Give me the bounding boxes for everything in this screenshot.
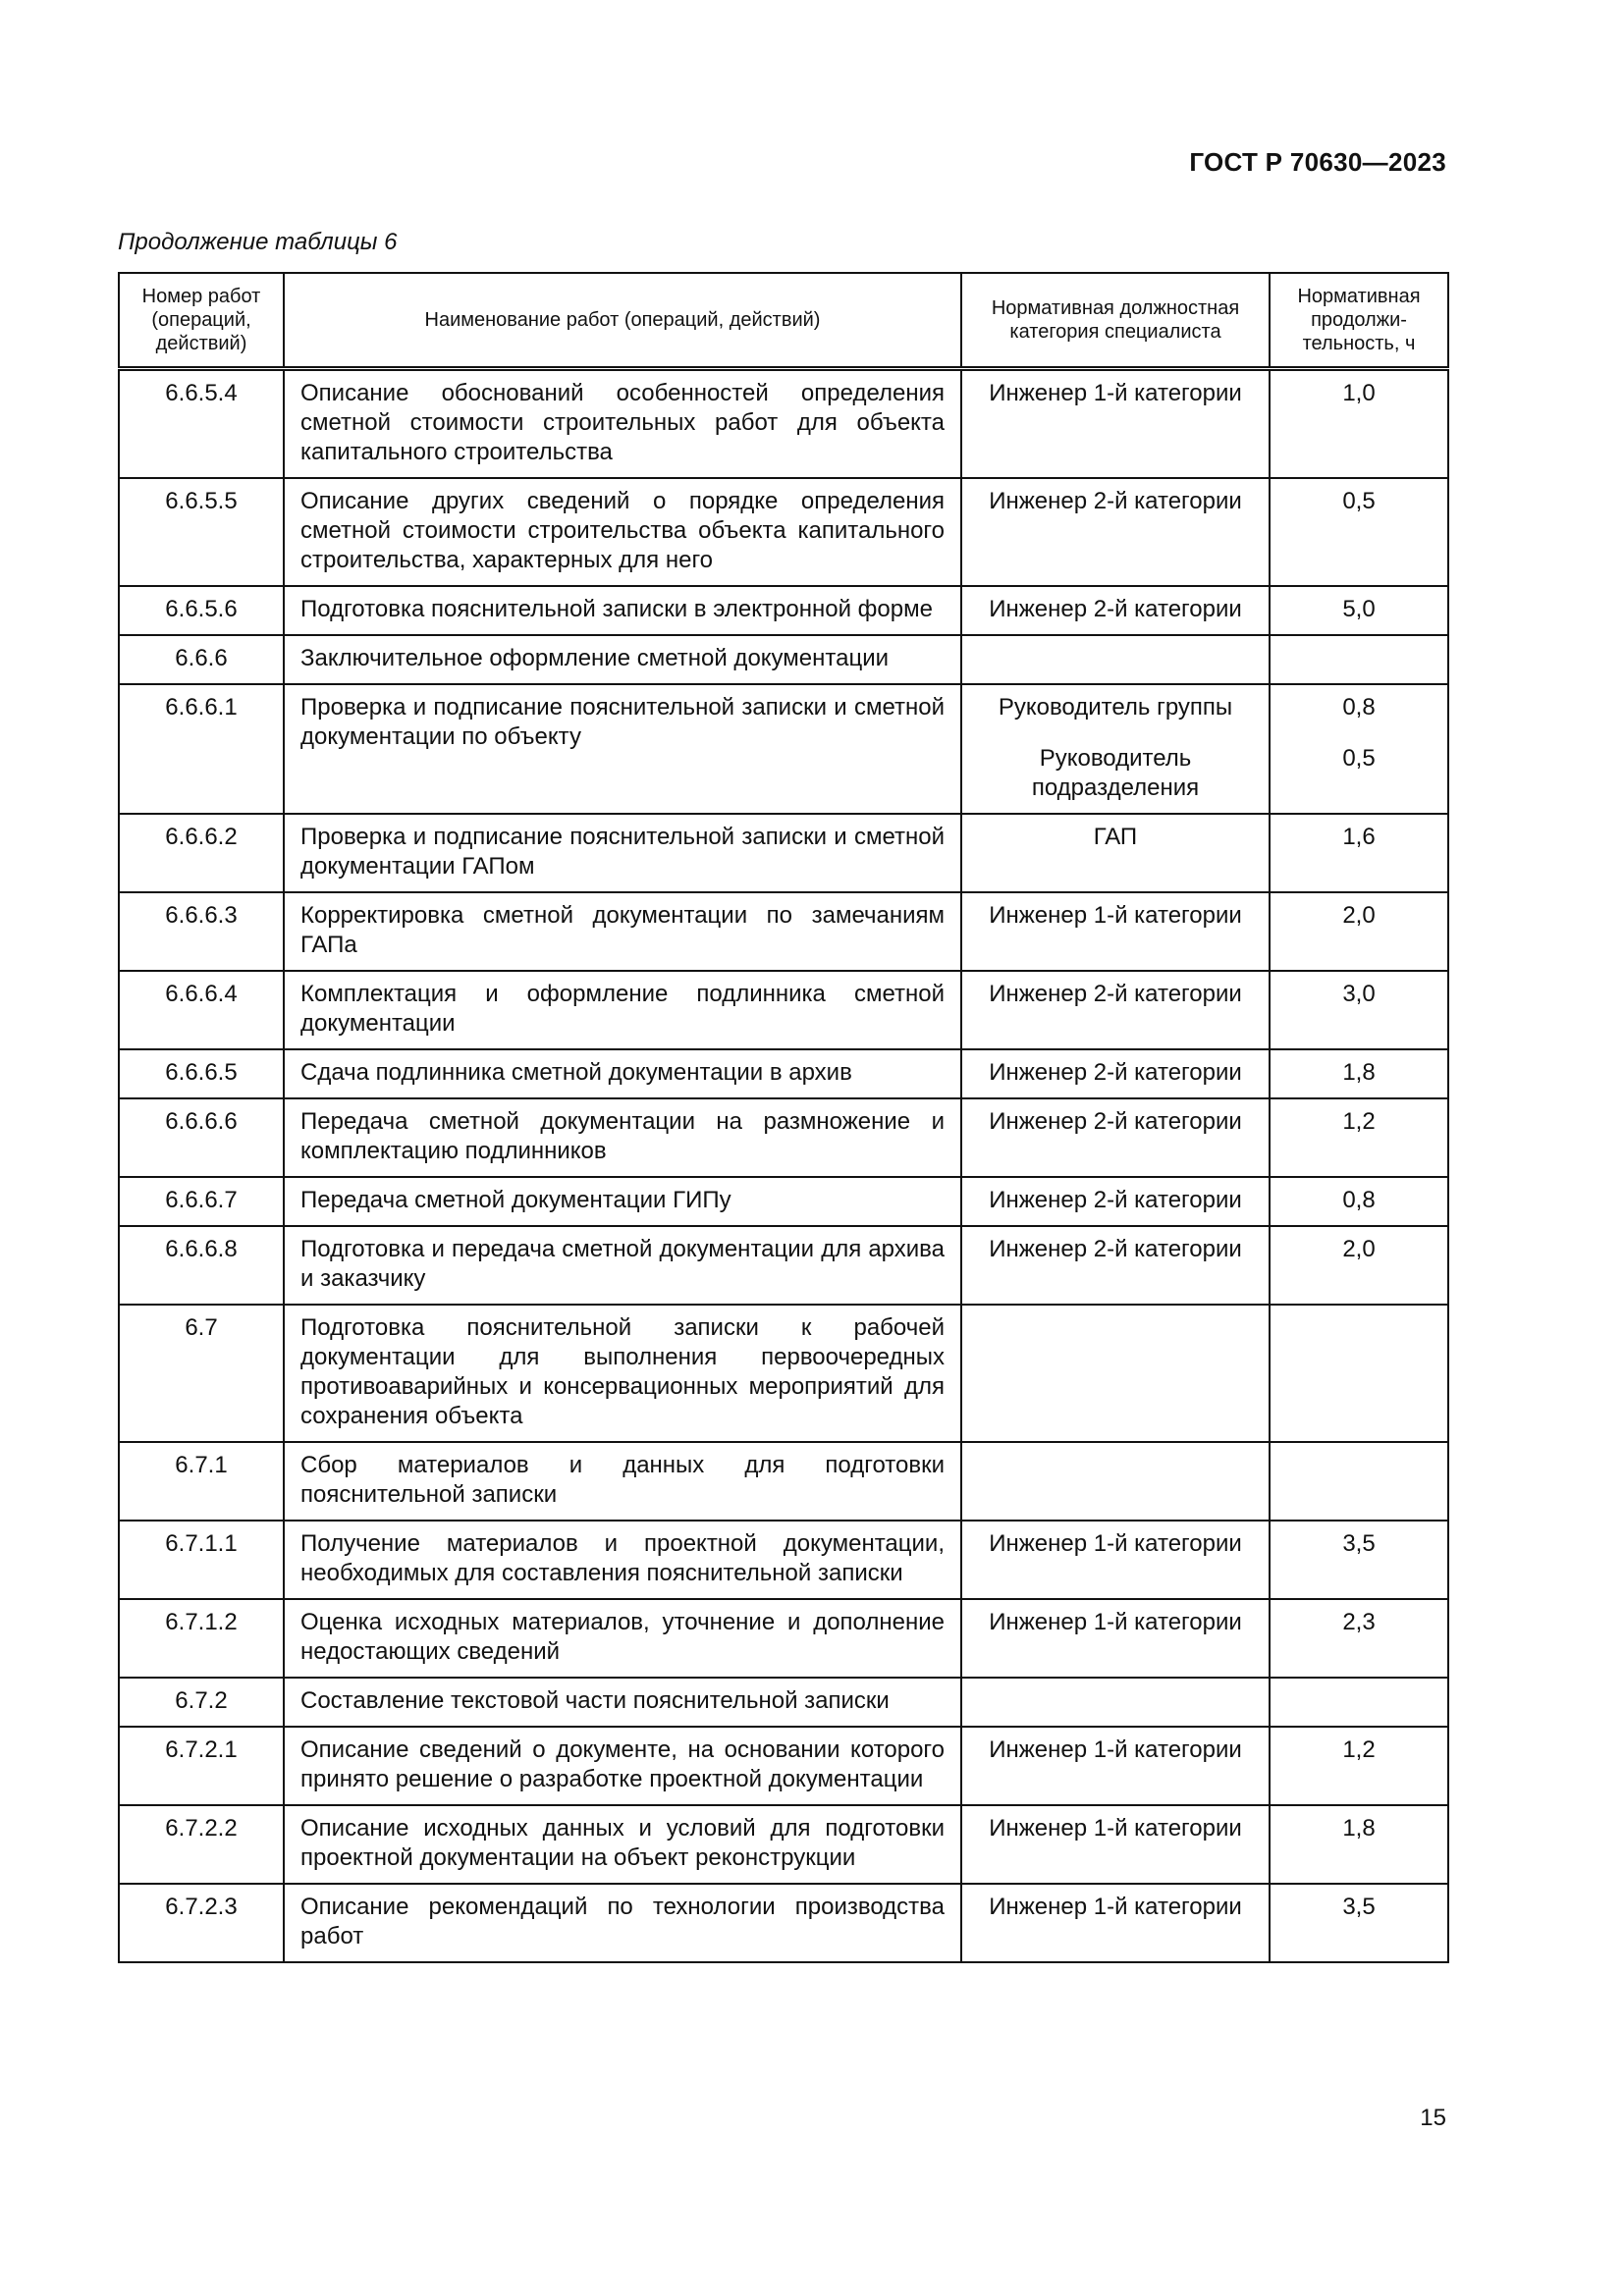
row-category: Инженер 1-й категории	[961, 1599, 1270, 1678]
row-duration: 1,2	[1270, 1727, 1448, 1805]
row-category: Инженер 1-й категории	[961, 1805, 1270, 1884]
row-category: Инженер 1-й категории	[961, 892, 1270, 971]
table-row	[119, 635, 1448, 684]
row-category	[961, 684, 1270, 814]
row-duration: 0,8	[1270, 1177, 1448, 1226]
row-number: 6.6.6.6	[119, 1098, 284, 1177]
table-row	[119, 369, 1448, 479]
row-duration	[1270, 635, 1448, 684]
row-name: Подготовка пояснительной записки к рабочей документации для выполнения первоочередных противоаварийных и консервационных мероприятий для сохранения объекта	[284, 1305, 961, 1442]
row-category: ГАП	[961, 814, 1270, 892]
table-row	[119, 684, 1448, 814]
row-duration: 2,3	[1270, 1599, 1448, 1678]
row-duration	[1270, 684, 1448, 814]
table-row	[119, 478, 1448, 586]
table-row	[119, 892, 1448, 971]
row-duration: 2,0	[1270, 892, 1448, 971]
row-name: Описание сведений о документе, на основании которого принято решение о разработке проектной документации	[284, 1727, 961, 1805]
row-number: 6.6.6.5	[119, 1049, 284, 1098]
row-number: 6.7.2.3	[119, 1884, 284, 1962]
row-duration: 1,8	[1270, 1805, 1448, 1884]
col-header-num: Номер работ (операций, действий)	[119, 273, 284, 369]
row-name: Проверка и подписание пояснительной записки и сметной документации ГАПом	[284, 814, 961, 892]
row-duration	[1270, 1678, 1448, 1727]
row-duration: 3,5	[1270, 1521, 1448, 1599]
row-name: Описание рекомендаций по технологии производства работ	[284, 1884, 961, 1962]
table-row	[119, 971, 1448, 1049]
col-header-duration: Нормативная продолжи-тельность, ч	[1270, 273, 1448, 369]
table-row	[119, 1305, 1448, 1442]
row-number: 6.6.6.8	[119, 1226, 284, 1305]
table-row	[119, 1442, 1448, 1521]
row-name: Описание других сведений о порядке определения сметной стоимости строительства объекта капитального строительства, характерных для него	[284, 478, 961, 586]
row-name: Передача сметной документации на размножение и комплектацию подлинников	[284, 1098, 961, 1177]
table-row	[119, 1226, 1448, 1305]
row-number: 6.6.6.7	[119, 1177, 284, 1226]
row-name: Корректировка сметной документации по замечаниям ГАПа	[284, 892, 961, 971]
table-row	[119, 1521, 1448, 1599]
page-number: 15	[1420, 2105, 1446, 2131]
row-category: Инженер 2-й категории	[961, 1098, 1270, 1177]
table-caption: Продолжение таблицы 6	[118, 229, 398, 255]
row-name: Передача сметной документации ГИПу	[284, 1177, 961, 1226]
table-header-row	[119, 273, 1448, 369]
norms-table	[118, 272, 1449, 1963]
row-number: 6.6.6	[119, 635, 284, 684]
row-duration-secondary: 0,5	[1342, 745, 1376, 772]
row-name: Сбор материалов и данных для подготовки пояснительной записки	[284, 1442, 961, 1521]
row-category: Инженер 2-й категории	[961, 1049, 1270, 1098]
row-category: Инженер 1-й категории	[961, 369, 1270, 479]
row-duration: 5,0	[1270, 586, 1448, 635]
row-duration: 1,0	[1270, 369, 1448, 479]
row-duration: 3,0	[1270, 971, 1448, 1049]
row-category: Инженер 2-й категории	[961, 1226, 1270, 1305]
col-header-name: Наименование работ (операций, действий)	[284, 273, 961, 369]
row-category: Инженер 1-й категории	[961, 1884, 1270, 1962]
row-number: 6.7.2	[119, 1678, 284, 1727]
row-number: 6.6.6.2	[119, 814, 284, 892]
table-row	[119, 1884, 1448, 1962]
row-number: 6.6.6.3	[119, 892, 284, 971]
row-number: 6.7	[119, 1305, 284, 1442]
row-duration	[1270, 1442, 1448, 1521]
row-number: 6.7.1.2	[119, 1599, 284, 1678]
table-row	[119, 1177, 1448, 1226]
row-category	[961, 635, 1270, 684]
table-row	[119, 814, 1448, 892]
row-name: Заключительное оформление сметной документации	[284, 635, 961, 684]
row-name: Оценка исходных материалов, уточнение и дополнение недостающих сведений	[284, 1599, 961, 1678]
row-category	[961, 1442, 1270, 1521]
table-row	[119, 1805, 1448, 1884]
row-number: 6.7.1.1	[119, 1521, 284, 1599]
row-number: 6.7.1	[119, 1442, 284, 1521]
table-row	[119, 586, 1448, 635]
row-name: Описание обоснований особенностей определения сметной стоимости строительных работ для объекта капитального строительства	[284, 369, 961, 479]
table-row	[119, 1098, 1448, 1177]
row-category	[961, 1305, 1270, 1442]
col-header-category: Нормативная должностная категория специалиста	[961, 273, 1270, 369]
row-name: Подготовка пояснительной записки в электронной форме	[284, 586, 961, 635]
row-duration: 1,8	[1270, 1049, 1448, 1098]
row-category: Инженер 2-й категории	[961, 586, 1270, 635]
row-category	[961, 1678, 1270, 1727]
row-number: 6.7.2.1	[119, 1727, 284, 1805]
row-category: Инженер 1-й категории	[961, 1521, 1270, 1599]
row-duration: 2,0	[1270, 1226, 1448, 1305]
table-row	[119, 1049, 1448, 1098]
standard-code: ГОСТ Р 70630—2023	[1189, 147, 1446, 177]
row-name: Описание исходных данных и условий для подготовки проектной документации на объект реконструкции	[284, 1805, 961, 1884]
row-category: Инженер 2-й категории	[961, 971, 1270, 1049]
row-number: 6.6.5.4	[119, 369, 284, 479]
row-number: 6.6.6.1	[119, 684, 284, 814]
row-name: Проверка и подписание пояснительной записки и сметной документации по объекту	[284, 684, 961, 814]
row-name: Подготовка и передача сметной документации для архива и заказчику	[284, 1226, 961, 1305]
row-duration: 1,2	[1270, 1098, 1448, 1177]
row-name: Составление текстовой части пояснительной записки	[284, 1678, 961, 1727]
row-category-secondary: Руководитель подразделения	[1031, 745, 1200, 801]
row-number: 6.7.2.2	[119, 1805, 284, 1884]
row-category: Инженер 2-й категории	[961, 478, 1270, 586]
row-category: Инженер 2-й категории	[961, 1177, 1270, 1226]
row-number: 6.6.6.4	[119, 971, 284, 1049]
row-category: Инженер 1-й категории	[961, 1727, 1270, 1805]
row-duration: 1,6	[1270, 814, 1448, 892]
row-duration: 3,5	[1270, 1884, 1448, 1962]
row-duration: 0,5	[1270, 478, 1448, 586]
table-row	[119, 1678, 1448, 1727]
row-duration-primary: 0,8	[1342, 694, 1376, 721]
table-row	[119, 1727, 1448, 1805]
row-duration	[1270, 1305, 1448, 1442]
row-number: 6.6.5.6	[119, 586, 284, 635]
row-name: Сдача подлинника сметной документации в архив	[284, 1049, 961, 1098]
table-row	[119, 1599, 1448, 1678]
row-category-primary: Руководитель группы	[998, 694, 1233, 721]
row-name: Комплектация и оформление подлинника сметной документации	[284, 971, 961, 1049]
row-number: 6.6.5.5	[119, 478, 284, 586]
row-name: Получение материалов и проектной документации, необходимых для составления пояснительной записки	[284, 1521, 961, 1599]
